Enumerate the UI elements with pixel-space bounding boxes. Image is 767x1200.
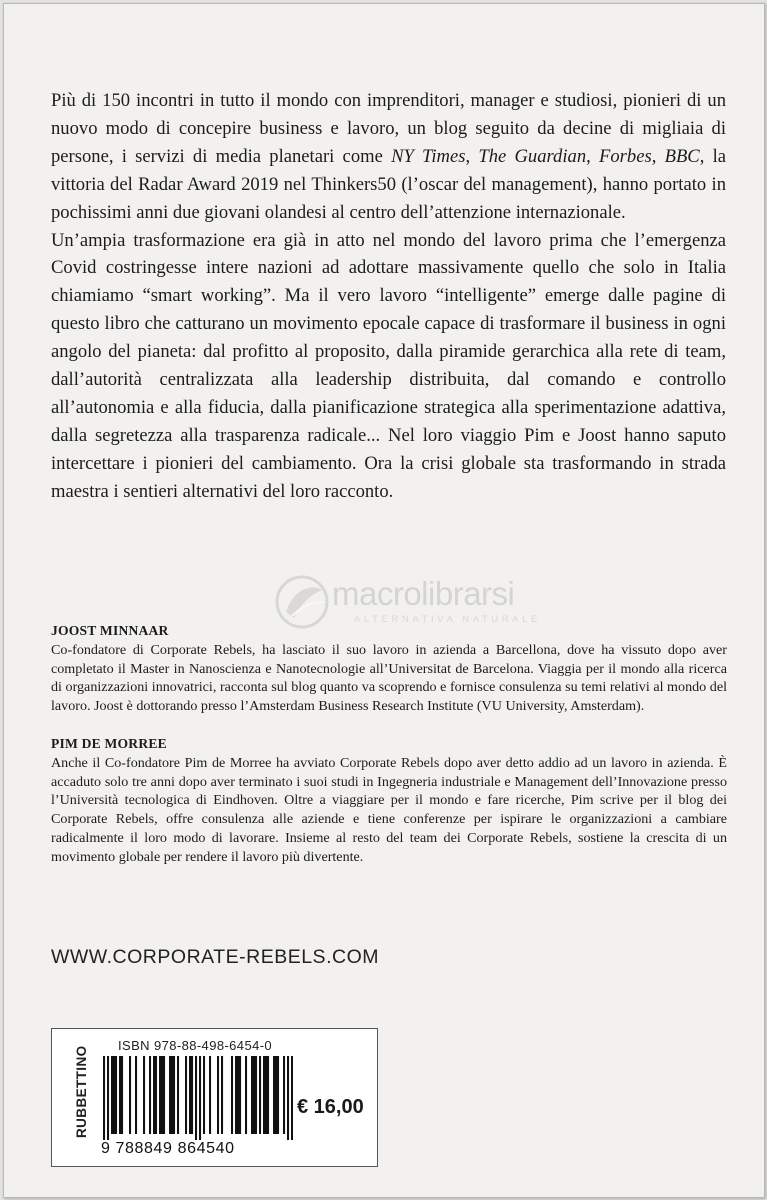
- barcode-bar: [237, 1056, 239, 1134]
- barcode-bar: [103, 1056, 105, 1140]
- publisher-logo: RUBBETTINO: [74, 1045, 89, 1138]
- text-run: , la vittoria del Radar Award 2019 nel Thinkers50 (l’oscar del management), hanno portato in pochissimi anni due giovani olandesi al centro dell’attenzione internazionale.: [51, 145, 727, 223]
- barcode-bar: [129, 1056, 131, 1134]
- barcode-bar: [265, 1056, 267, 1134]
- barcode-bar: [163, 1056, 165, 1134]
- italic-title: Forbes: [599, 145, 652, 167]
- barcode-bar: [251, 1056, 253, 1134]
- barcode-bar: [199, 1056, 201, 1140]
- watermark-name: macrolibrarsi: [332, 575, 515, 612]
- author-description: Co-fondatore di Corporate Rebels, ha lasciato il suo lavoro in azienda a Barcellona, dove ha vissuto dopo aver completato il Master in Nanoscienza e Nanotecnologie all’Universitat de Barcelona. Viaggia per il mondo alla ricerca di organizzazioni innovatrici, racconta sul blog quanto va scoprendo e fornisce consulenza su temi relativi al mondo del lavoro. Joost è dottorando presso l’Amsterdam Business Research Institute (VU University, Amsterdam).: [51, 641, 727, 715]
- barcode-bar: [217, 1056, 219, 1134]
- barcode-bar: [143, 1056, 145, 1134]
- barcode-bar: [277, 1056, 279, 1134]
- barcode-bar: [161, 1056, 163, 1134]
- barcode-bar: [263, 1056, 265, 1134]
- italic-title: The Guardian: [478, 145, 587, 167]
- barcode-bar: [115, 1056, 117, 1134]
- barcode-bar: [283, 1056, 285, 1134]
- ean-digits: 9 788849 864540: [101, 1140, 235, 1157]
- book-back-cover: [3, 3, 765, 1198]
- blurb-text: [51, 87, 726, 506]
- barcode-bar: [259, 1056, 261, 1134]
- author-bio-pim: [51, 735, 727, 867]
- barcode-bar: [245, 1056, 247, 1134]
- barcode-bar: [153, 1056, 155, 1134]
- author-description: Anche il Co-fondatore Pim de Morree ha avviato Corporate Rebels dopo aver detto addio ad un lavoro in azienda. È accaduto solo tre anni dopo aver terminato i suoi studi in Ingegneria industriale e Management dell’Innovazione presso l’Università tecnologica di Eindhoven. Oltre a viaggiare per il mondo e fare ricerche, Pim scrive per il blog dei Corporate Rebels, offre consulenza alle aziende e tiene conferenze per ispirare le organizzazioni a cambiare radicalmente il loro modo di lavorare. Insieme al resto del team dei Corporate Rebels, sostiene la crescita di un movimento globale per rendere il lavoro più divertente.: [51, 754, 727, 865]
- barcode-bar: [155, 1056, 157, 1134]
- italic-title: NY Times: [391, 145, 466, 167]
- barcode-bar: [275, 1056, 277, 1134]
- author-name: PIM DE MORREE: [51, 736, 167, 751]
- barcode-bar: [287, 1056, 289, 1140]
- barcode-bar: [253, 1056, 255, 1134]
- barcode-bar: [135, 1056, 137, 1134]
- text-run: Un’ampia trasformazione era già in atto nel mondo del lavoro prima che l’emergenza Covid costringesse intere nazioni ad adottare massivamente quello che solo in Italia chiamiamo “smart working”. Ma il vero lavoro “intelligente” emerge dalle pagine di questo libro che catturano un movimento epocale capace di trasformare il business in ogni angolo del pianeta: dal profitto al proposito, dalla piramide gerarchica alla rete di team, dall’autorità centralizzata alla leadership distribuita, dal comando e controllo all’autonomia e alla fiducia, dalla pianificazione strategica alla sperimentazione adattiva, dalla segretezza alla trasparenza radicale... Nel loro viaggio Pim e Joost hanno saputo intercettare i pionieri del cambiamento. Ora la crisi globale sta trasformando in strada maestra i sentieri alternativi del loro racconto.: [51, 229, 726, 502]
- barcode-bar: [203, 1056, 205, 1134]
- barcode-bar: [291, 1056, 293, 1140]
- barcode-bar: [173, 1056, 175, 1134]
- barcode-bar: [231, 1056, 233, 1134]
- website-url: WWW.CORPORATE-REBELS.COM: [51, 946, 379, 968]
- barcode-bar: [177, 1056, 179, 1134]
- blurb-paragraph: [51, 227, 726, 506]
- barcode-bar: [107, 1056, 109, 1140]
- text-run: ,: [465, 145, 479, 167]
- isbn-number: ISBN 978-88-498-6454-0: [118, 1038, 273, 1053]
- barcode-bars: [103, 1056, 293, 1140]
- barcode-bar: [191, 1056, 193, 1134]
- italic-title: BBC: [664, 145, 700, 167]
- price-label: € 16,00: [297, 1096, 364, 1118]
- barcode-bar: [121, 1056, 123, 1134]
- barcode-bar: [169, 1056, 171, 1134]
- barcode-bar: [111, 1056, 113, 1134]
- barcode-bar: [255, 1056, 257, 1134]
- barcode-bar: [209, 1056, 211, 1134]
- barcode-bar: [221, 1056, 223, 1134]
- barcode-bar: [113, 1056, 115, 1134]
- barcode-bar: [235, 1056, 237, 1134]
- author-name: JOOST MINNAAR: [51, 623, 169, 638]
- watermark-tagline: ALTERNATIVA NATURALE: [354, 614, 541, 625]
- blurb-paragraph: [51, 87, 726, 227]
- barcode-bar: [119, 1056, 121, 1134]
- barcode-bar: [189, 1056, 191, 1134]
- barcode-bar: [267, 1056, 269, 1134]
- barcode-box: [51, 1028, 378, 1167]
- barcode-bar: [159, 1056, 161, 1134]
- barcode-bar: [149, 1056, 151, 1134]
- barcode-bar: [185, 1056, 187, 1134]
- text-run: ,: [586, 145, 600, 167]
- barcode-bar: [195, 1056, 197, 1140]
- barcode-bar: [171, 1056, 173, 1134]
- text-run: ,: [651, 145, 665, 167]
- barcode-bar: [273, 1056, 275, 1134]
- barcode-bar: [239, 1056, 241, 1134]
- text-run: Più di 150 incontri in tutto il mondo con imprenditori, manager e studiosi, pionieri di un nuovo modo di concepire business e lavoro, un blog seguito da decine di migliaia di persone, i servizi di media planetari come: [51, 90, 726, 167]
- author-bio-joost: [51, 622, 727, 716]
